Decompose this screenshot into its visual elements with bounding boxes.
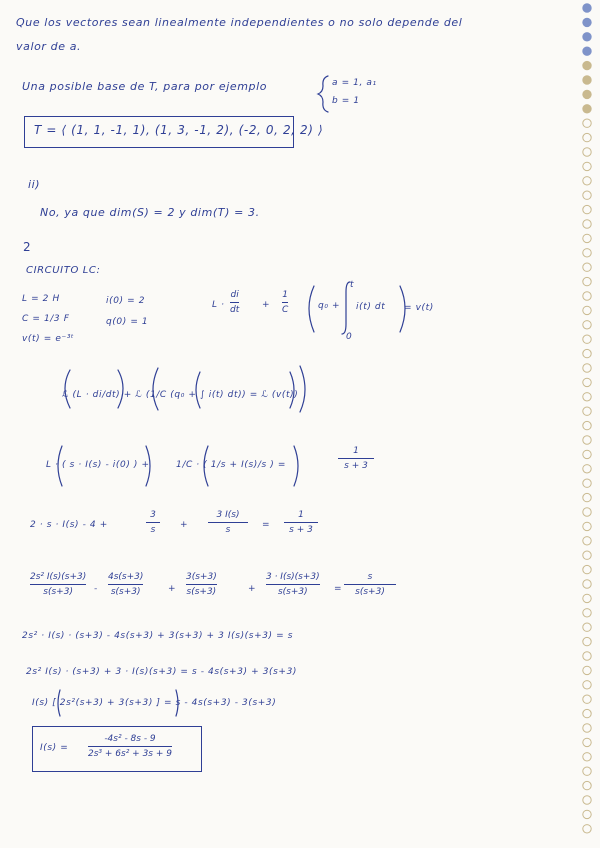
eq2-paren-6	[300, 366, 305, 412]
eq1-dt: dt	[230, 305, 240, 315]
binding-hole	[583, 119, 591, 127]
binding-hole	[583, 47, 591, 55]
eq1-integrand: i(t) dt	[356, 302, 386, 312]
eq4-plus: +	[180, 520, 189, 530]
final-fraction	[88, 734, 172, 759]
eq5-bar3	[186, 584, 217, 585]
voltage: v(t) = e⁻³ᵗ	[22, 334, 75, 344]
binding-hole	[583, 177, 591, 185]
base-intro: Una posible base de T, para por ejemplo	[22, 80, 268, 93]
eq1-int-bot: 0	[346, 332, 353, 342]
eq1-one: 1	[282, 290, 289, 300]
binding-hole	[583, 18, 591, 26]
final-bar	[88, 746, 172, 747]
eq5-frac1	[30, 572, 86, 597]
eq3-num: 1	[353, 446, 359, 456]
ii-text: No, ya que dim(S) = 2 y dim(T) = 3.	[40, 206, 260, 219]
text-line-2: valor de a.	[16, 40, 82, 53]
capacitance: C = 1/3 F	[22, 314, 70, 324]
eq2-laplace: ℒ (L · di/dt) + ℒ (1/C (q₀ + ∫ i(t) dt)) = ℒ (v(t))	[62, 390, 299, 400]
binding-hole	[583, 234, 591, 242]
binding-hole	[583, 767, 591, 775]
binding-hole	[583, 321, 591, 329]
eq4-f1n: 3	[150, 510, 156, 520]
eq1-L: L ·	[212, 300, 225, 310]
eq1-derivative	[230, 290, 239, 315]
eq4-frac3	[284, 510, 318, 535]
binding-hole	[583, 249, 591, 257]
eq5-f2n: 4s(s+3)	[108, 572, 144, 582]
spiral-binding	[577, 0, 597, 848]
binding-hole	[583, 335, 591, 343]
eq1-rhs: = v(t)	[404, 303, 434, 313]
eq4-bar3	[284, 522, 318, 523]
binding-hole	[583, 537, 591, 545]
eq3-bar	[338, 458, 374, 459]
final-den: 2s³ + 6s² + 3s + 9	[88, 749, 172, 759]
eq2-paren-1	[65, 370, 70, 408]
text-line-1: Que los vectores sean linealmente independientes o no solo depende del	[16, 16, 463, 29]
eq4-frac1	[146, 510, 160, 535]
T-basis: T = ⟨ (1, 1, -1, 1), (1, 3, -1, 2), (-2, 0, 2, 2) ⟩	[34, 123, 324, 137]
binding-hole	[583, 738, 591, 746]
eq4-f2n: 3 I(s)	[216, 510, 240, 520]
initial-charge: q(0) = 1	[106, 317, 149, 327]
binding-hole	[583, 90, 591, 98]
problem-number: 2	[23, 240, 32, 254]
binding-hole	[583, 205, 591, 213]
binding-hole	[583, 796, 591, 804]
eq3-den: s + 3	[344, 461, 368, 471]
ii-label: ii)	[28, 178, 41, 191]
binding-hole	[583, 609, 591, 617]
binding-hole	[583, 810, 591, 818]
eq5-f5n: s	[367, 572, 373, 582]
binding-hole	[583, 825, 591, 833]
binding-hole	[583, 623, 591, 631]
eq4-f3d: s + 3	[289, 525, 313, 535]
binding-hole	[583, 522, 591, 530]
eq1-plus: +	[262, 300, 271, 310]
eq4-bar1	[146, 522, 160, 523]
eq5-f3d: s(s+3)	[186, 587, 217, 597]
binding-hole	[583, 565, 591, 573]
binding-hole	[583, 450, 591, 458]
binding-hole	[583, 594, 591, 602]
eq5-plus1: +	[168, 584, 177, 594]
binding-hole	[583, 753, 591, 761]
binding-hole	[583, 61, 591, 69]
eq4-equals: =	[262, 520, 271, 530]
eq5-bar2	[108, 584, 143, 585]
eq1-integral	[342, 282, 350, 334]
eq6: 2s² · I(s) · (s+3) - 4s(s+3) + 3(s+3) + 3 I(s)(s+3) = s	[22, 631, 294, 641]
eq5-f1d: s(s+3)	[43, 587, 73, 597]
eq1-int-top: t	[350, 280, 355, 290]
eq5-frac3	[186, 572, 217, 597]
condition-brace	[318, 76, 328, 112]
binding-hole	[583, 580, 591, 588]
eq4-bar2	[208, 522, 248, 523]
binding-hole	[583, 306, 591, 314]
binding-hole	[583, 551, 591, 559]
binding-hole	[583, 105, 591, 113]
eq4-f1d: s	[150, 525, 156, 535]
binding-hole	[583, 652, 591, 660]
eq1-q0: q₀ +	[318, 301, 341, 311]
binding-hole	[583, 666, 591, 674]
eq2-paren-2	[118, 370, 123, 408]
eq4-f3n: 1	[298, 510, 304, 520]
eq5-frac2	[108, 572, 143, 597]
binding-hole	[583, 695, 591, 703]
binding-hole	[583, 436, 591, 444]
cond-a: a = 1, a₁	[332, 78, 377, 88]
eq5-f4d: s(s+3)	[277, 587, 308, 597]
eq1-inv-c	[282, 290, 288, 315]
eq4-left: 2 · s · I(s) - 4 +	[30, 520, 108, 530]
binding-hole	[583, 277, 591, 285]
binding-hole	[583, 637, 591, 645]
binding-hole	[583, 162, 591, 170]
binding-hole	[583, 148, 591, 156]
eq2-paren-3	[153, 368, 158, 410]
circuit-title: CIRCUITO LC:	[26, 265, 101, 276]
eq4-frac2	[208, 510, 248, 535]
eq5-plus2: +	[248, 584, 257, 594]
binding-hole	[583, 364, 591, 372]
eq4-f2d: s	[225, 525, 231, 535]
binding-hole	[583, 4, 591, 12]
eq5-f2d: s(s+3)	[110, 587, 141, 597]
eq1-left-paren	[309, 286, 314, 332]
eq1-bar	[230, 302, 239, 303]
binding-hole	[583, 220, 591, 228]
eq7: 2s² I(s) · (s+3) + 3 · I(s)(s+3) = s - 4s(s+3) + 3(s+3)	[26, 667, 298, 677]
eq5-bar5	[344, 584, 396, 585]
binding-hole	[583, 76, 591, 84]
eq5-equals: =	[334, 584, 343, 594]
binding-hole	[583, 709, 591, 717]
eq1-c: C	[282, 305, 289, 315]
binding-hole	[583, 349, 591, 357]
eq8: I(s) [ 2s²(s+3) + 3(s+3) ] = s - 4s(s+3) - 3(s+3)	[32, 698, 277, 708]
inductance: L = 2 H	[22, 294, 60, 304]
binding-hole	[583, 508, 591, 516]
initial-current: i(0) = 2	[106, 296, 146, 306]
eq3-paren-4	[294, 446, 298, 486]
binding-hole	[583, 191, 591, 199]
eq3-left: L · ( s · I(s) - i(0) ) +	[46, 460, 150, 470]
eq5-f4n: 3 · I(s)(s+3)	[266, 572, 320, 582]
eq5-bar1	[30, 584, 86, 585]
eq5-minus: -	[94, 584, 98, 594]
binding-hole	[583, 724, 591, 732]
binding-hole	[583, 681, 591, 689]
final-lhs: I(s) =	[40, 743, 69, 753]
binding-hole	[583, 292, 591, 300]
binding-hole	[583, 421, 591, 429]
binding-hole	[583, 263, 591, 271]
eq5-f1n: 2s² I(s)(s+3)	[30, 572, 87, 582]
binding-hole	[583, 133, 591, 141]
cond-b: b = 1	[332, 96, 360, 106]
binding-hole	[583, 378, 591, 386]
eq5-frac4	[266, 572, 320, 597]
eq1-di: di	[230, 290, 239, 300]
final-num: -4s² - 8s - 9	[104, 734, 156, 744]
eq1-bar2	[282, 302, 288, 303]
binding-hole	[583, 493, 591, 501]
eq5-bar4	[266, 584, 320, 585]
binding-hole	[583, 393, 591, 401]
binding-hole	[583, 479, 591, 487]
eq3-rhs	[338, 446, 374, 471]
binding-hole	[583, 407, 591, 415]
binding-hole	[583, 465, 591, 473]
binding-hole	[583, 33, 591, 41]
eq3-mid: 1/C · ( 1/s + I(s)/s ) =	[176, 460, 286, 470]
eq5-f5d: s(s+3)	[355, 587, 385, 597]
eq5-f3n: 3(s+3)	[186, 572, 217, 582]
eq5-frac5	[344, 572, 396, 597]
binding-hole	[583, 781, 591, 789]
